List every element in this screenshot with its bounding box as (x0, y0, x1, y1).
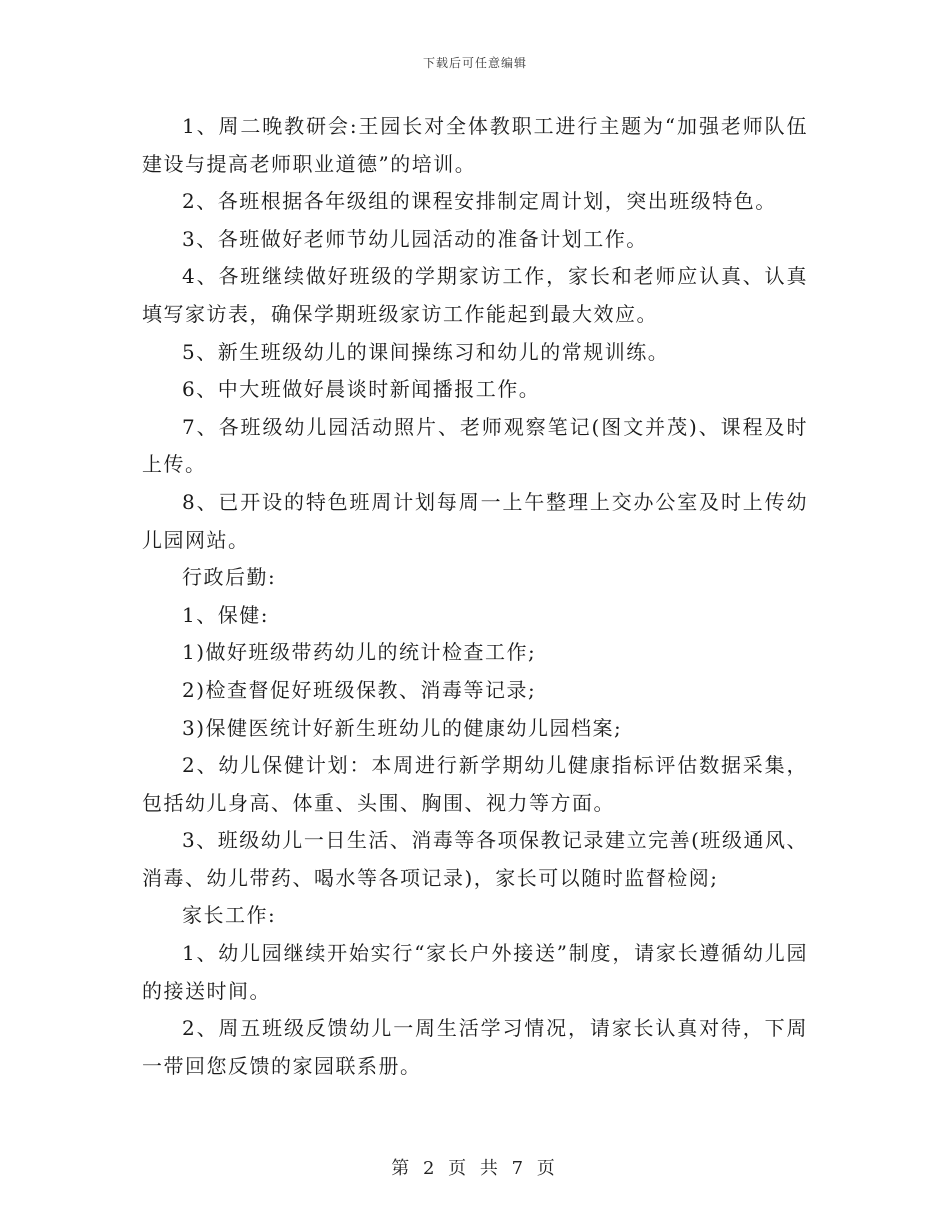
paragraph: 4、各班继续做好班级的学期家访工作，家长和老师应认真、认真填写家访表，确保学期班级家访工作能起到最大效应。 (142, 264, 808, 326)
page-number-footer: 第 2 页 共 7 页 (391, 1158, 559, 1179)
paragraph: 2、各班根据各年级组的课程安排制定周计划，突出班级特色。 (182, 189, 777, 214)
paragraph: 5、新生班级幼儿的课间操练习和幼儿的常规训练。 (182, 339, 670, 364)
paragraph: 1、保健: (182, 602, 269, 627)
section-heading-parents: 家长工作: (182, 903, 277, 928)
paragraph: 6、中大班做好晨谈时新闻播报工作。 (182, 377, 541, 402)
list-item: 1)做好班级带药幼儿的统计检查工作; (182, 640, 537, 665)
section-heading-admin: 行政后勤: (182, 565, 277, 590)
paragraph: 7、各班级幼儿园活动照片、老师观察笔记(图文并茂)、课程及时上传。 (142, 414, 808, 477)
header-note: 下载后可任意编辑 (422, 56, 527, 70)
list-item: 3)保健医统计好新生班幼儿的健康幼儿园档案; (182, 715, 623, 740)
paragraph: 2、幼儿保健计划：本周进行新学期幼儿健康指标评估数据采集，包括幼儿身高、体重、头围、胸围、视力等方面。 (142, 753, 808, 815)
paragraph: 3、班级幼儿一日生活、消毒等各项保教记录建立完善(班级通风、消毒、幼儿带药、喝水等各项记录)，家长可以随时监督检阅; (142, 828, 808, 890)
paragraph: 2、周五班级反馈幼儿一周生活学习情况，请家长认真对待，下周一带回您反馈的家园联系册。 (142, 1016, 808, 1078)
paragraph: 1、周二晚教研会:王园长对全体教职工进行主题为“加强老师队伍建设与提高老师职业道德”的培训。 (142, 114, 808, 176)
document-body (142, 108, 808, 1085)
list-item: 2)检查督促好班级保教、消毒等记录; (182, 677, 537, 702)
paragraph: 3、各班做好老师节幼儿园活动的准备计划工作。 (182, 226, 648, 251)
paragraph: 1、幼儿园继续开始实行“家长户外接送”制度，请家长遵循幼儿园的接送时间。 (142, 941, 808, 1003)
paragraph: 8、已开设的特色班周计划每周一上午整理上交办公室及时上传幼儿园网站。 (142, 489, 808, 552)
